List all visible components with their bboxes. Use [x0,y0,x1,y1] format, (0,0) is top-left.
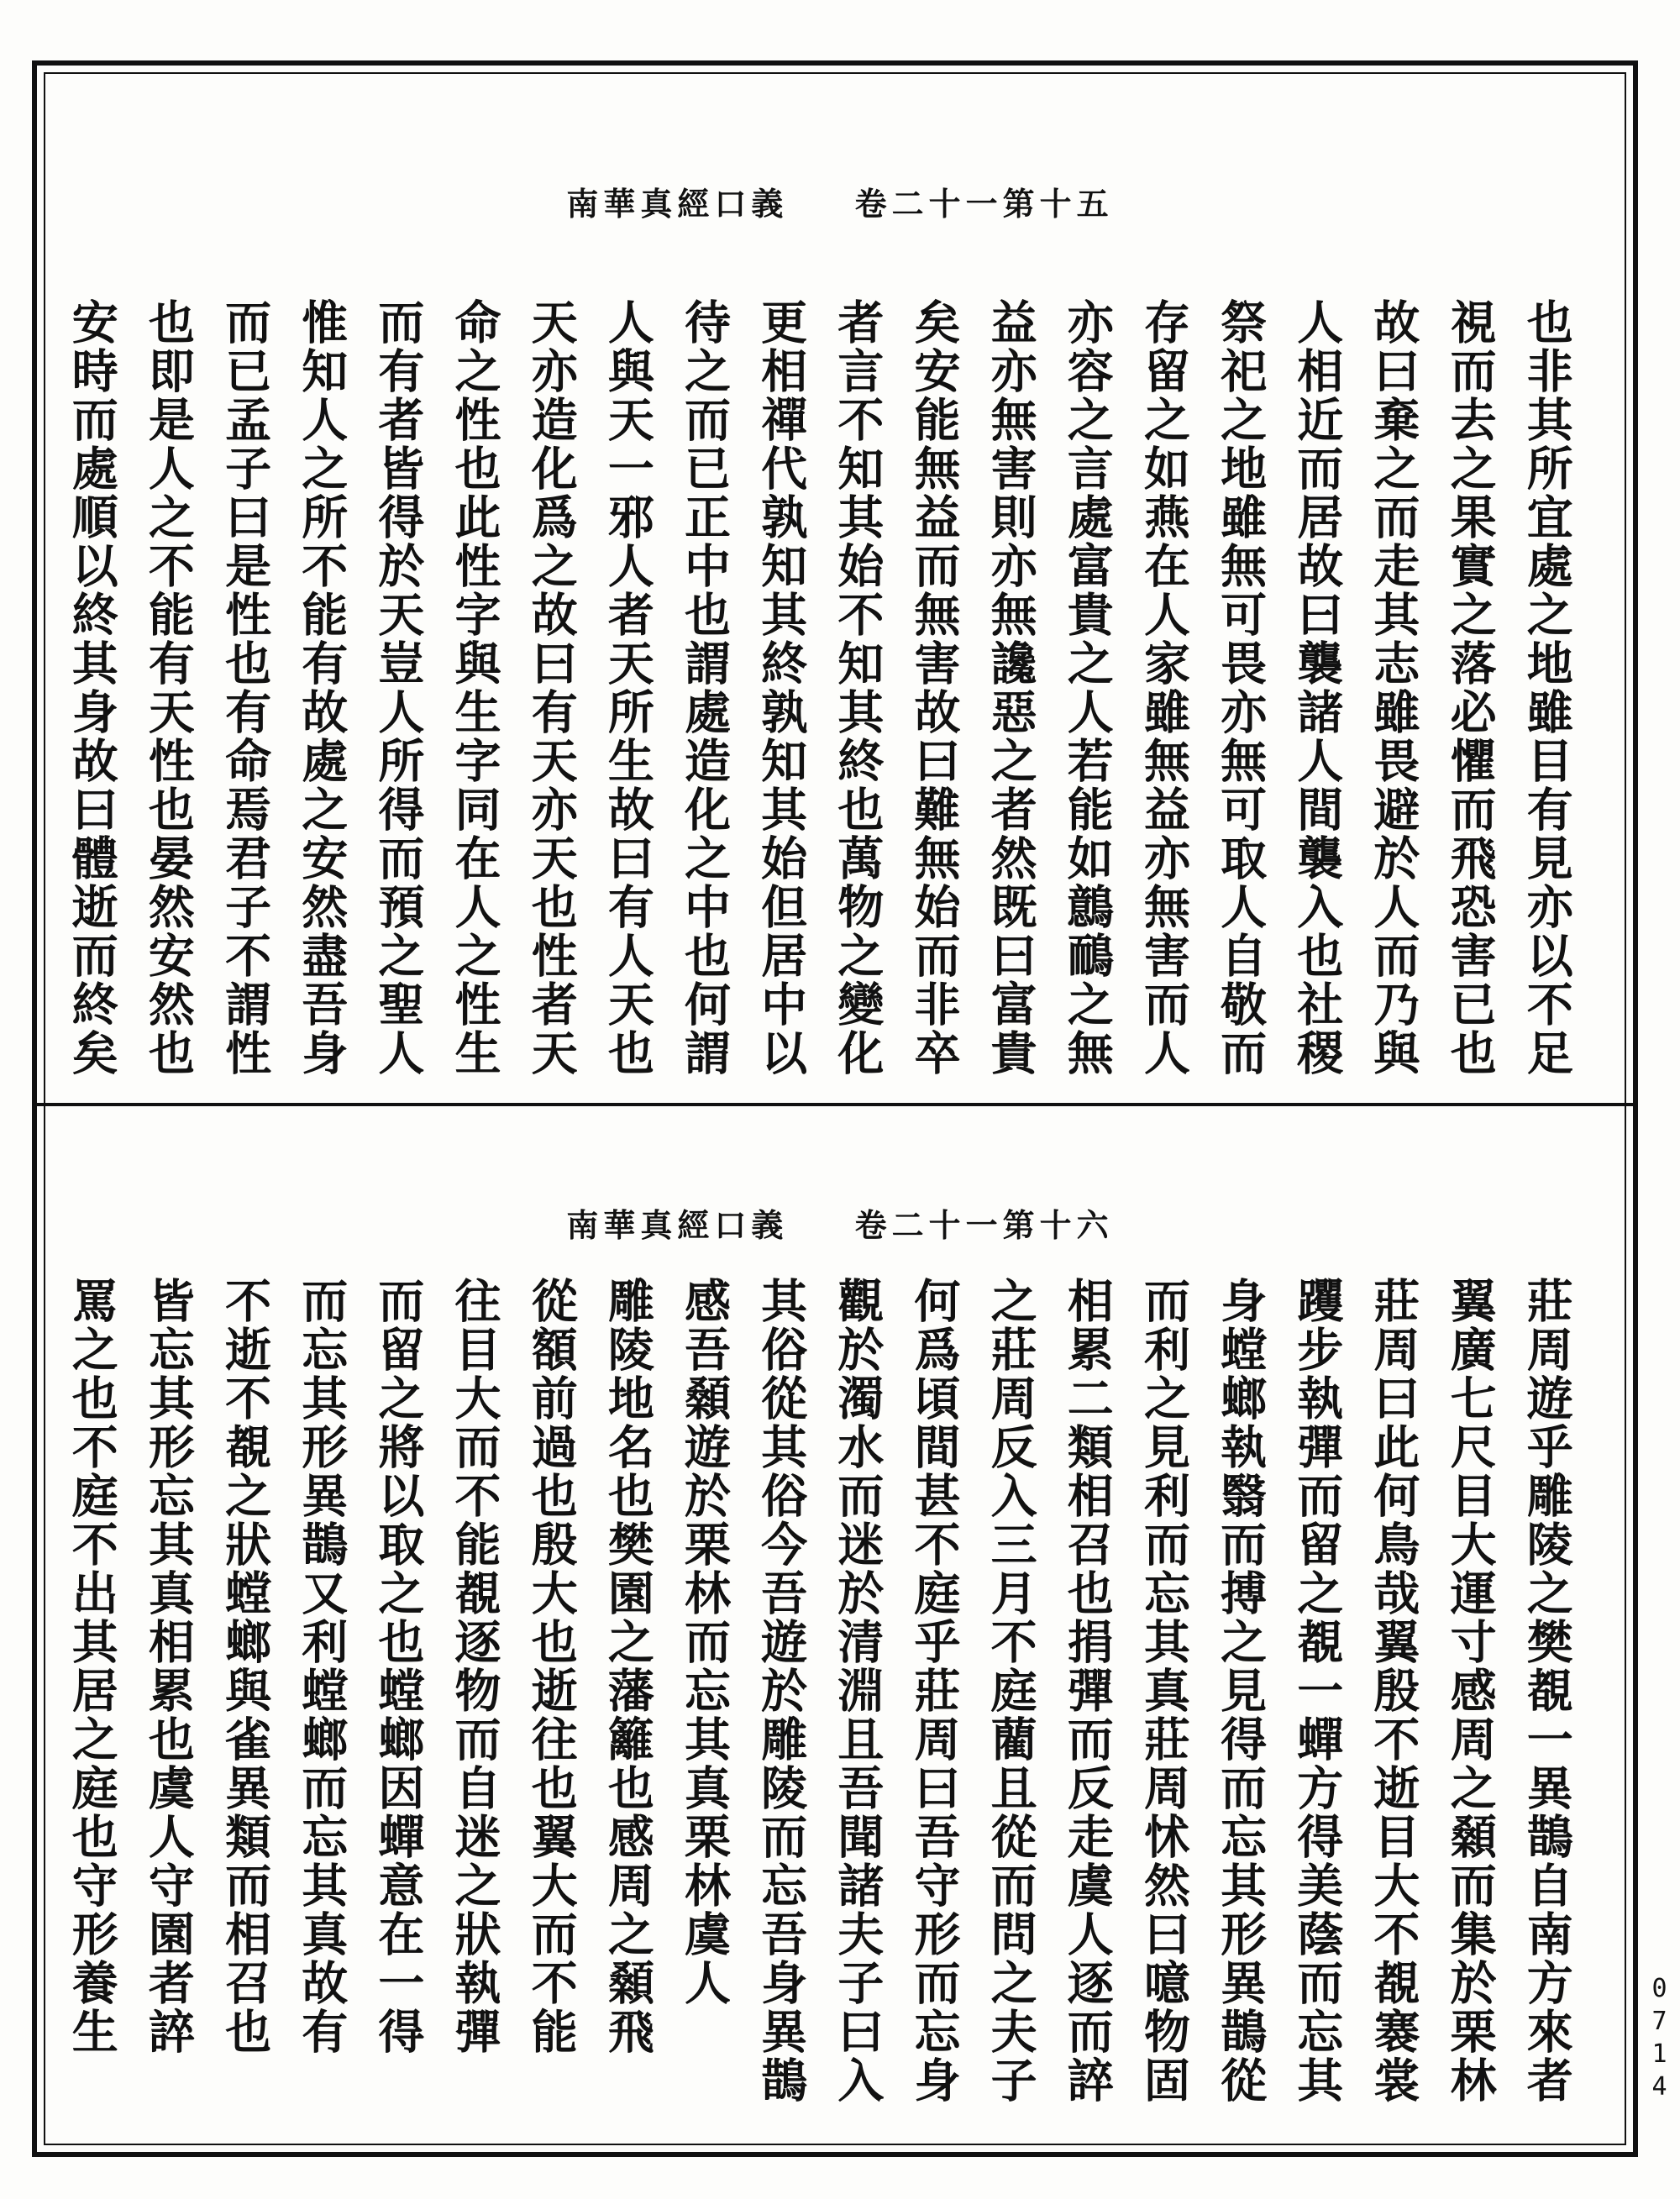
text-column: 者言不知其始不知其終也萬物之變化 [830,298,885,1078]
text-column: 故曰棄之而走其志雖畏避於人而乃與 [1366,298,1421,1078]
text-column: 翼廣七尺目大運寸感周之顙而集於栗林 [1442,1277,1498,2105]
text-column: 而留之將以取之也螳螂因蟬意在一得 [370,1277,426,2056]
text-column: 人與天一邪人者天所生故曰有人天也 [600,298,655,1078]
text-column: 不逝不覩之狀螳螂與雀異類而相召也 [218,1277,273,2056]
text-column: 亦容之言處富貴之人若能如鷾鴯之無 [1059,298,1115,1078]
bottom-header-title: 南華真經口義 [566,1206,789,1244]
top-header-volume: 卷二十一第十五 [854,185,1114,223]
top-running-header [252,178,1428,224]
text-column: 也非其所宜處之地雖目有見亦以不足 [1519,298,1574,1078]
text-column: 天亦造化爲之故曰有天亦天也性者天 [523,298,579,1078]
bottom-header-volume: 卷二十一第十六 [854,1206,1114,1244]
text-column: 感吾顙遊於栗林而忘其真栗林虞人 [677,1277,732,2007]
text-column: 而有者皆得於天豈人所得而預之聖人 [370,298,426,1078]
text-column: 躩步執彈而留之覩一蟬方得美蔭而忘其 [1289,1277,1345,2105]
bottom-text-block [64,1277,1574,2117]
text-column: 莊周曰此何鳥哉翼殷不逝目大不覩褰裳 [1366,1277,1421,2105]
text-column: 其俗從其俗今吾遊於雕陵而忘吾身異鵲 [753,1277,809,2105]
text-column: 莊周遊乎雕陵之樊覩一異鵲自南方來者 [1519,1277,1574,2105]
panel-divider [32,1103,1638,1106]
text-column: 觀於濁水而迷於清淵且吾聞諸夫子曰入 [830,1277,885,2105]
bottom-running-header [252,1199,1428,1246]
text-column: 人相近而居故曰襲諸人間襲入也社稷 [1289,298,1345,1078]
text-column: 何爲頃間甚不庭乎莊周曰吾守形而忘身 [906,1277,962,2105]
top-text-block [64,298,1574,1078]
text-column: 更相禪代孰知其終孰知其始但居中以 [753,298,809,1078]
text-column: 而已孟子曰是性也有命焉君子不謂性 [218,298,273,1078]
text-column: 皆忘其形忘其真相累也虞人守園者誶 [140,1277,196,2056]
text-column: 待之而已正中也謂處造化之中也何謂 [677,298,732,1078]
text-column: 視而去之果實之落必懼而飛恐害已也 [1442,298,1498,1078]
text-column: 命之性也此性字與生字同在人之性生 [447,298,502,1078]
text-column: 身螳螂執翳而搏之見得而忘其形異鵲從 [1213,1277,1268,2105]
text-column: 雕陵地名也樊園之藩籬也感周之顙飛 [600,1277,655,2056]
text-column: 往目大而不能覩逐物而自迷之狀執彈 [447,1277,502,2056]
text-column: 從額前過也殷大也逝往也翼大而不能 [523,1277,579,2056]
text-column: 惟知人之所不能有故處之安然盡吾身 [294,298,349,1078]
text-column: 也即是人之不能有天性也晏然安然也 [140,298,196,1078]
text-column: 罵之也不庭不出其居之庭也守形養生 [64,1277,119,2056]
text-column: 相累二類相召也捐彈而反走虞人逐而誶 [1059,1277,1115,2105]
text-column: 而忘其形異鵲又利螳螂而忘其真故有 [294,1277,349,2056]
text-column: 矣安能無益而無害故曰難無始而非卒 [906,298,962,1078]
text-column: 而利之見利而忘其真莊周怵然曰噫物固 [1136,1277,1191,2105]
page-number: 0714 [1645,1974,1674,2105]
text-column: 存留之如燕在人家雖無益亦無害而人 [1136,298,1191,1078]
text-column: 祭祀之地雖無可畏亦無可取人自敬而 [1213,298,1268,1078]
top-header-title: 南華真經口義 [566,185,789,223]
text-column: 安時而處順以終其身故曰體逝而終矣 [64,298,119,1078]
text-column: 之莊周反入三月不庭藺且從而問之夫子 [983,1277,1038,2105]
text-column: 益亦無害則亦無讒惡之者然既曰富貴 [983,298,1038,1078]
